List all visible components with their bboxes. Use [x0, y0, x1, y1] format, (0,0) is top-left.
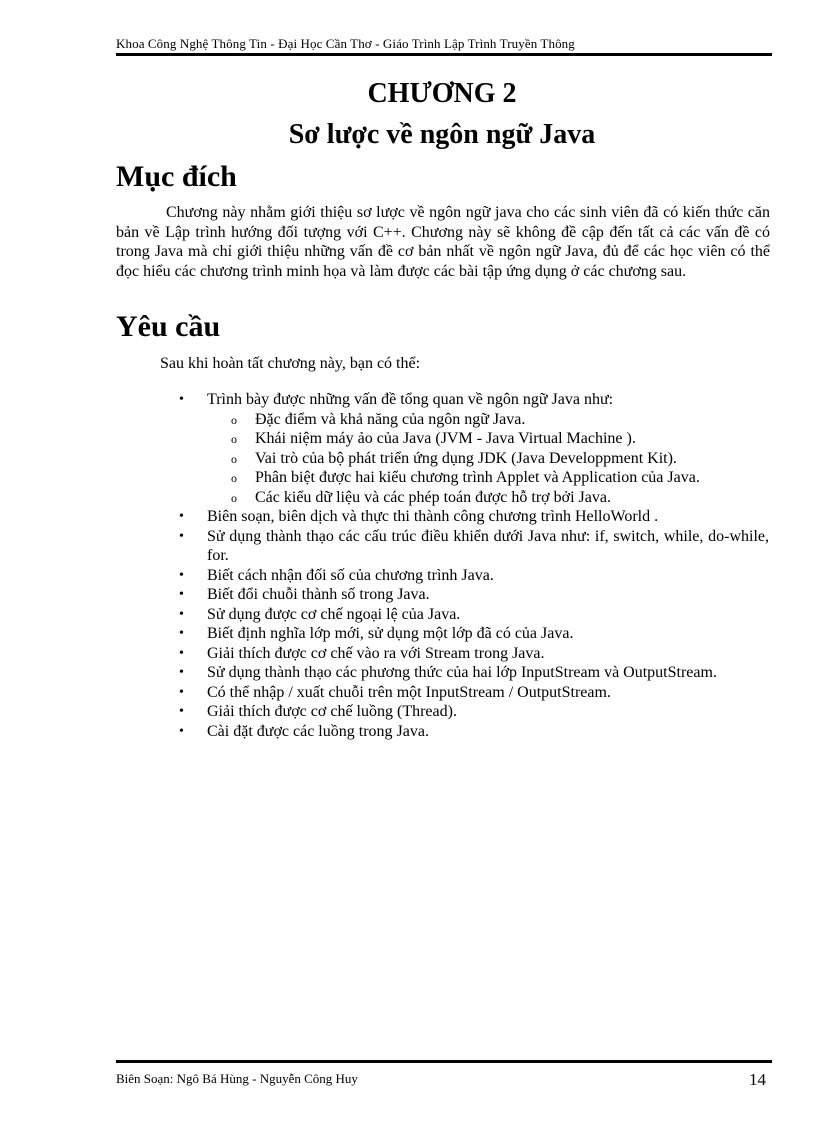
sub-list-item: o Khái niệm máy ảo của Java (JVM - Java Virtual Machine ).	[207, 429, 769, 449]
chapter-number: CHƯƠNG 2	[367, 78, 517, 109]
list-item: • Giải thích được cơ chế vào ra với Stream trong Java.	[207, 644, 769, 664]
list-item	[207, 390, 769, 507]
running-header: Khoa Công Nghệ Thông Tin - Đại Học Cần Thơ - Giáo Trình Lập Trình Truyền Thông	[116, 36, 575, 51]
list-item: • Biết cách nhận đối số của chương trình Java.	[207, 566, 769, 586]
list-item: • Biết đổi chuỗi thành số trong Java.	[207, 585, 769, 605]
sub-list-item: o Phân biệt được hai kiểu chương trình Applet và Application của Java.	[207, 468, 769, 488]
list-item: • Có thể nhập / xuất chuỗi trên một InputStream / OutputStream.	[207, 683, 769, 703]
purpose-heading: Mục đích	[116, 160, 237, 193]
requirements-heading: Yêu cầu	[116, 310, 221, 343]
requirements-list	[207, 390, 769, 741]
list-item: • Biên soạn, biên dịch và thực thi thành công chương trình HelloWorld .	[207, 507, 769, 527]
requirements-intro: Sau khi hoàn tất chương này, bạn có thể:	[160, 355, 421, 372]
page-number: 14	[749, 1070, 766, 1089]
sub-list	[207, 410, 769, 508]
sub-list-item: o Các kiểu dữ liệu và các phép toán được hỗ trợ bởi Java.	[207, 488, 769, 508]
list-item: • Biết định nghĩa lớp mới, sử dụng một lớp đã có của Java.	[207, 624, 769, 644]
list-item: • Giải thích được cơ chế luồng (Thread).	[207, 702, 769, 722]
list-item-text: Trình bày được những vấn đề tổng quan về ngôn ngữ Java như:	[207, 391, 614, 408]
sub-list-item: o Đặc điểm và khả năng của ngôn ngữ Java.	[207, 410, 769, 430]
header-rule	[116, 53, 772, 56]
sub-list-item: o Vai trò của bộ phát triển ứng dụng JDK (Java Developpment Kit).	[207, 449, 769, 469]
purpose-text: Chương này nhằm giới thiệu sơ lược về ngôn ngữ java cho các sinh viên đã có kiến thức căn bản về Lập trình hướng đối tượng với C++. Chương này sẽ không đề cập đến tất cả các vấn đề có trong Java mà chỉ giới thiệu những vấn đề cơ bản nhất về ngôn ngữ Java, đủ để các học viên có thể đọc hiểu các chương trình minh họa và làm được các bài tập ứng dụng ở các chương sau.	[116, 204, 770, 280]
footer-rule	[116, 1060, 772, 1063]
list-item: • Cài đặt được các luồng trong Java.	[207, 722, 769, 742]
purpose-paragraph	[116, 203, 770, 281]
list-item: • Sử dụng thành thạo các phương thức của hai lớp InputStream và OutputStream.	[207, 663, 769, 683]
list-item: • Sử dụng thành thạo các cấu trúc điều khiển dưới Java như: if, switch, while, do-while, for.	[207, 527, 769, 566]
list-item: • Sử dụng được cơ chế ngoại lệ của Java.	[207, 605, 769, 625]
chapter-title: Sơ lược về ngôn ngữ Java	[288, 119, 596, 150]
footer-authors: Biên Soạn: Ngô Bá Hùng - Nguyễn Công Huy	[116, 1071, 358, 1086]
